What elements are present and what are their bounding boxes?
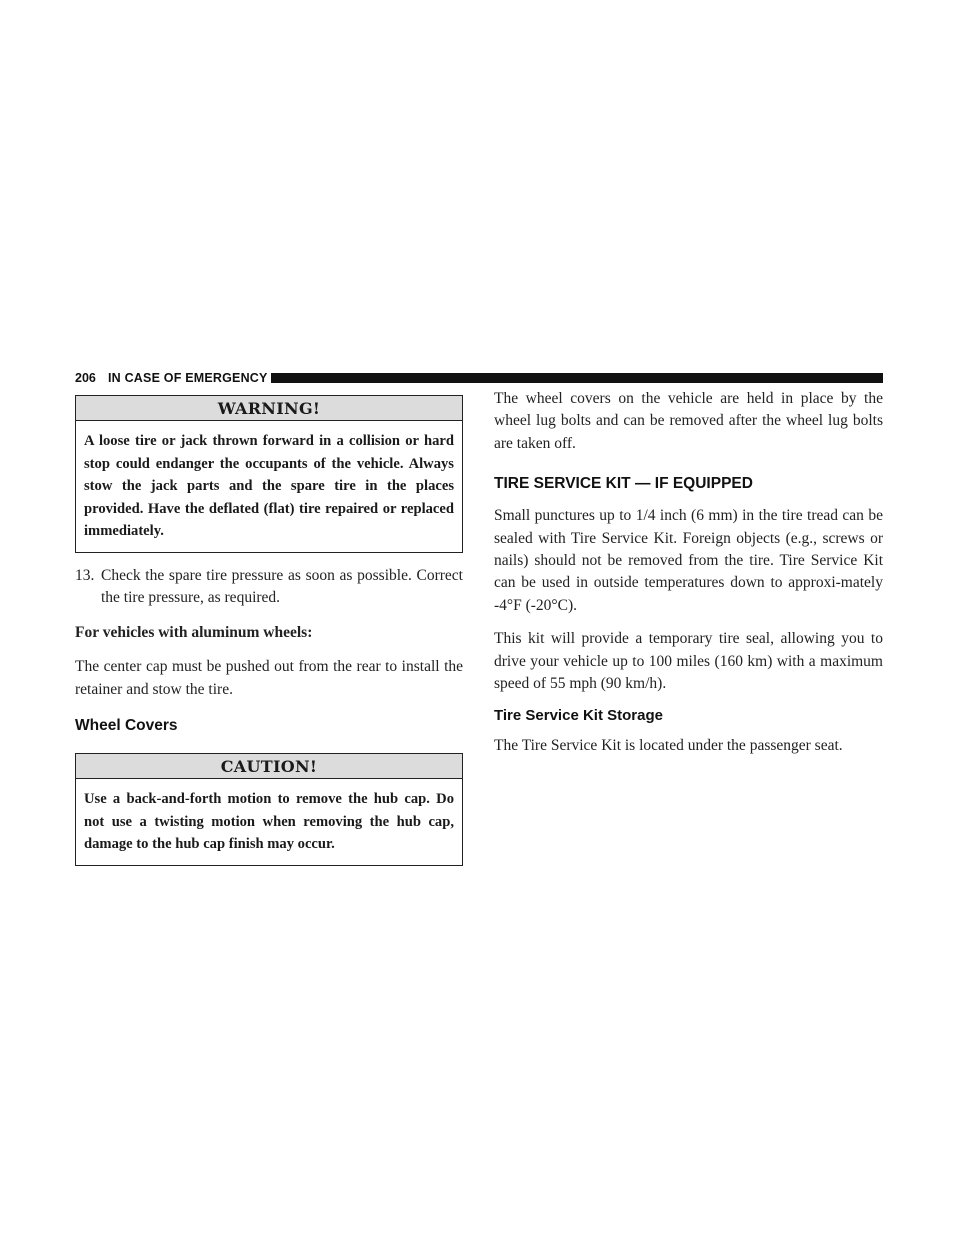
warning-text: A loose tire or jack thrown forward in a collision or hard stop could endanger the occupants of the vehicle. Always stow the jack parts and the spare tire in the places provided. Have the deflated (flat) tire repaired or replaced immediately. <box>84 433 454 540</box>
aluminum-wheels-text: The center cap must be pushed out from the rear to install the retainer and stow the tire. <box>75 658 463 698</box>
tire-service-kit-para-1: Small punctures up to 1/4 inch (6 mm) in the tire tread can be sealed with Tire Service Kit. Foreign objects (e.g., screws or nails) should not be removed from the tire. Tire Service Kit can be used in outside temperatures down to approxi-mately -4°F (-20°C). <box>494 507 883 614</box>
tire-service-kit-heading: TIRE SERVICE KIT — IF EQUIPPED <box>494 475 753 493</box>
wheel-covers-text: The wheel covers on the vehicle are held in place by the wheel lug bolts and can be removed after the wheel lug bolts are taken off. <box>494 390 883 452</box>
right-column <box>494 388 883 758</box>
header-rule <box>271 373 883 383</box>
tire-service-kit-para-2: This kit will provide a temporary tire seal, allowing you to drive your vehicle up to 100 miles (160 km) with a maximum speed of 55 mph (90 km/h). <box>494 630 883 693</box>
caution-text: Use a back-and-forth motion to remove the hub cap. Do not use a twisting motion when removing the hub cap, damage to the hub cap finish may occur. <box>84 791 454 853</box>
step-text: Check the spare tire pressure as soon as possible. Correct the tire pressure, as required. <box>101 566 463 607</box>
warning-box <box>75 395 463 553</box>
caution-box <box>75 753 463 866</box>
page-number: 206 <box>75 371 96 385</box>
warning-title: WARNING! <box>76 396 462 421</box>
wheel-covers-heading: Wheel Covers <box>75 717 178 734</box>
tire-service-kit-storage-heading: Tire Service Kit Storage <box>494 707 663 725</box>
tire-service-kit-storage-text: The Tire Service Kit is located under the passenger seat. <box>494 737 843 755</box>
page-header <box>75 371 883 385</box>
caution-title: CAUTION! <box>76 754 462 779</box>
aluminum-wheels-heading: For vehicles with aluminum wheels: <box>75 623 313 641</box>
left-column <box>75 395 463 866</box>
step-number: 13. <box>75 566 95 584</box>
step-13 <box>75 565 463 610</box>
section-title: IN CASE OF EMERGENCY <box>108 371 268 385</box>
